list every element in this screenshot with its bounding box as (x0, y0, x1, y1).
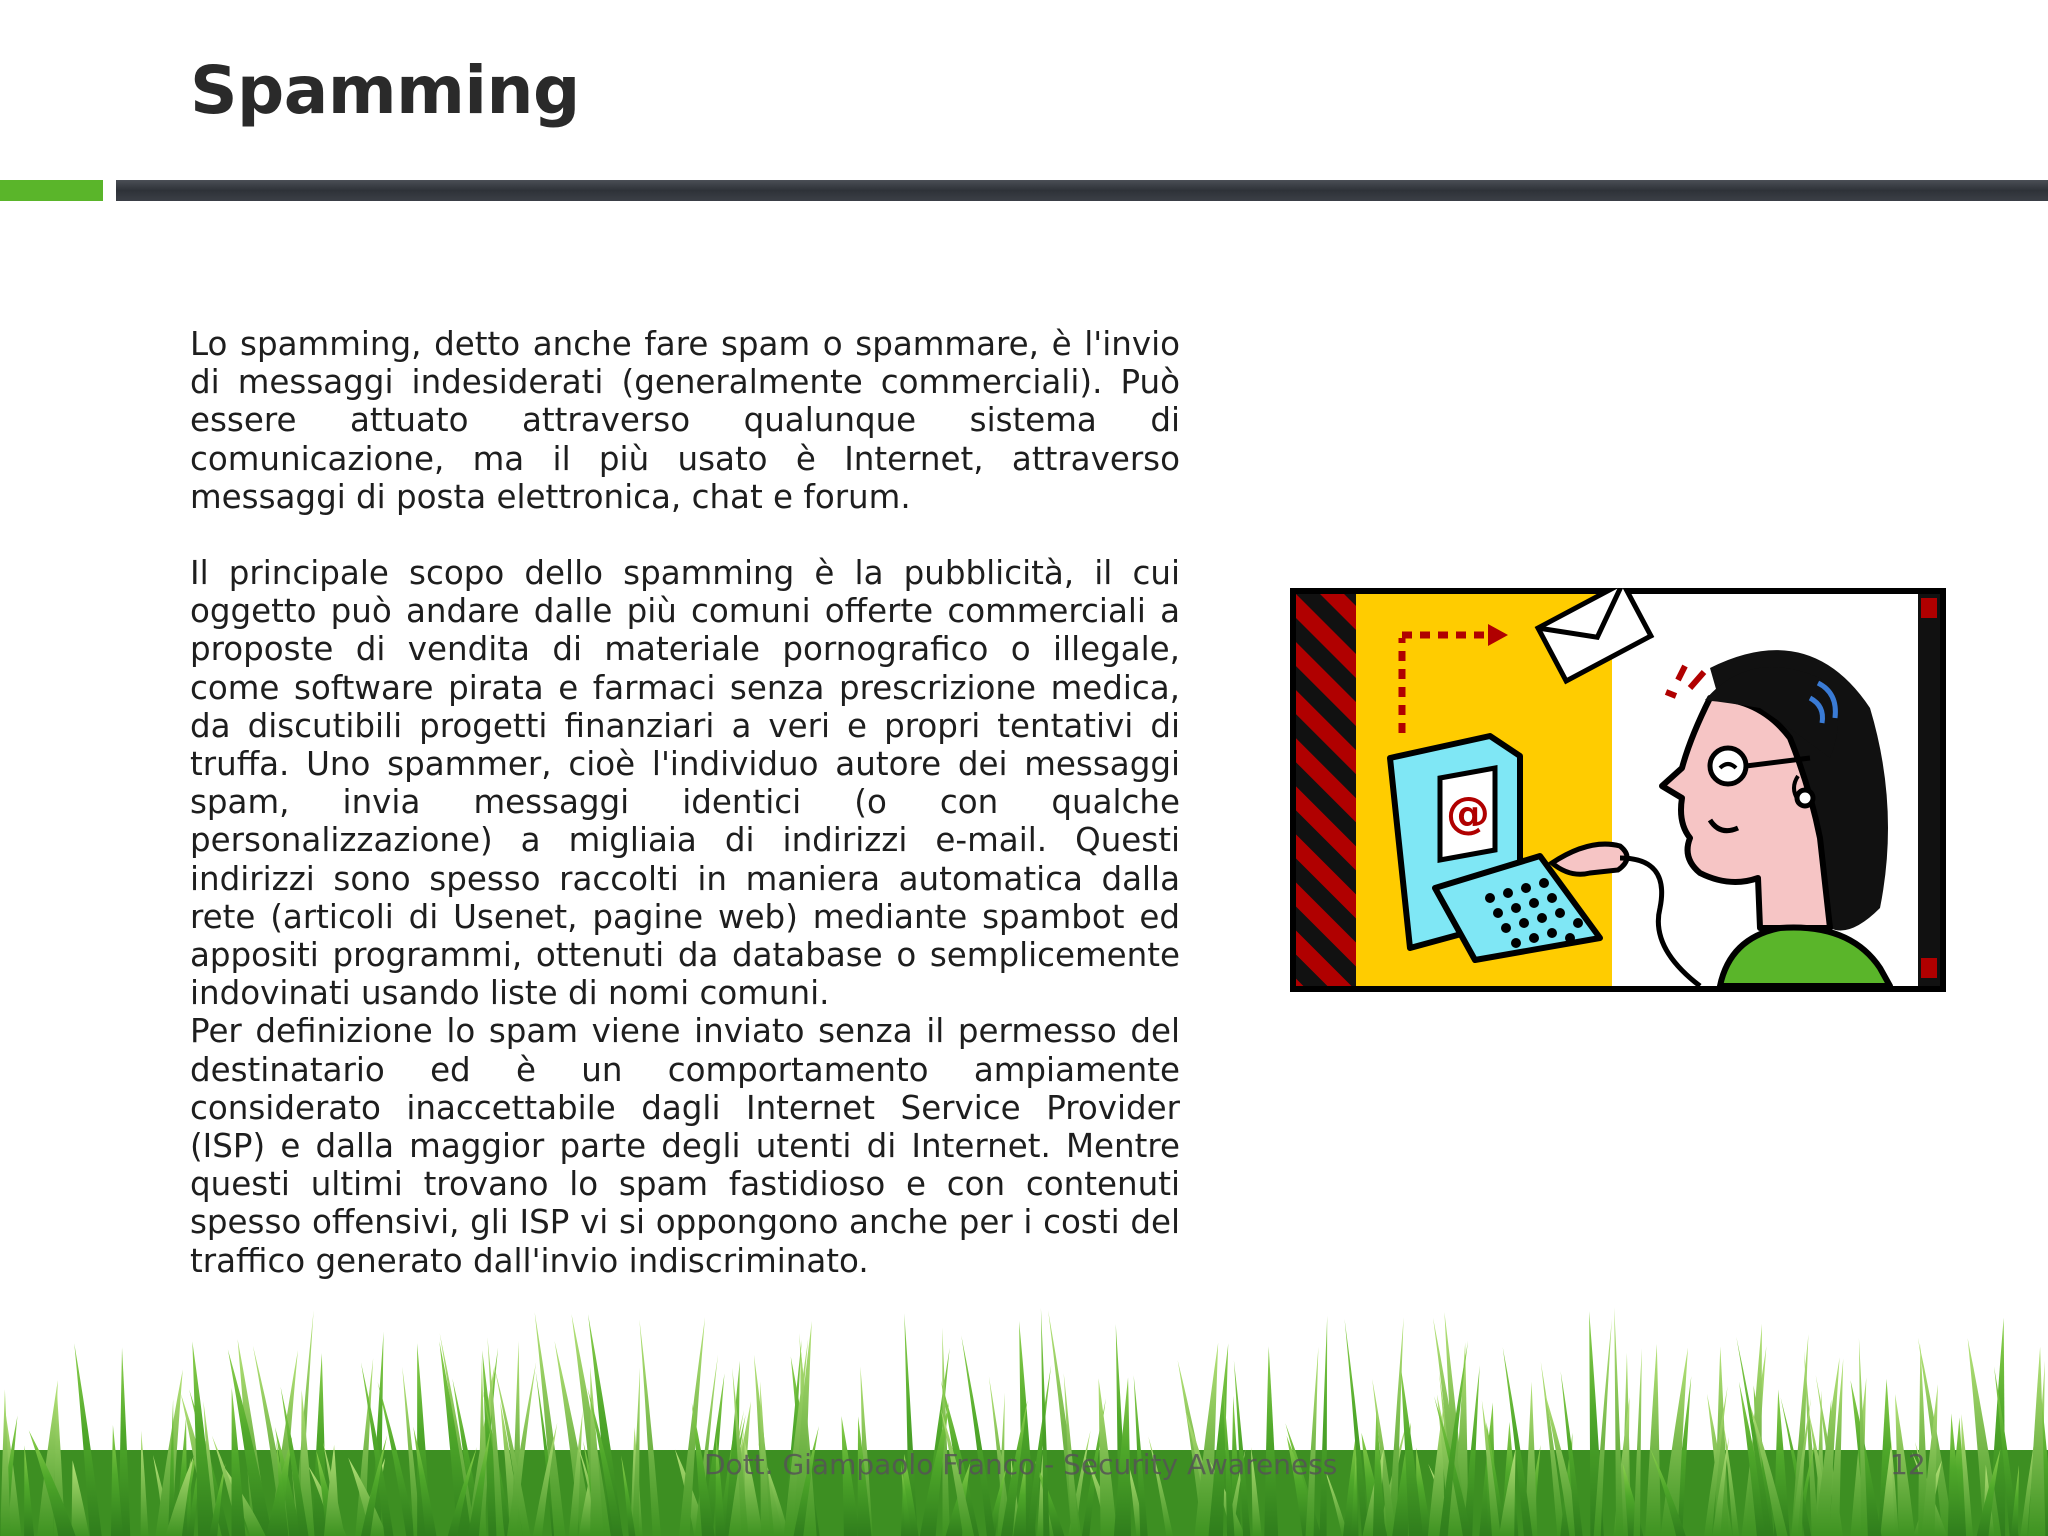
title-accent-bar (0, 180, 103, 201)
paragraph-purpose: Il principale scopo dello spamming è la pubblicità, il cui oggetto può andare dalle più comuni offerte commerciali a proposte di vendita di materiale pornografico o illegale, come software pirata e farmaci senza prescrizione medica, da discutibili progetti finanziari a veri e propri tentativi di truffa. Uno spammer, cioè l'individuo autore dei messaggi spam, invia messaggi identici (o con qualche personalizzazione) a migliaia di indirizzi e-mail. Questi indirizzi sono spesso raccolti in maniera automatica dalla rete (articoli di Usenet, pagine web) mediante spambot ed appositi programmi, ottenuti da database o semplicemente indovinati usando liste di nomi comuni. (190, 554, 1180, 1013)
page-number: 12 (1890, 1448, 1926, 1481)
grass-blade (2028, 1347, 2045, 1536)
paragraph-definition: Lo spamming, detto anche fare spam o spammare, è l'invio di messaggi indesiderati (generalmente commerciali). Può essere attuato attraverso qualunque sistema di comunicazione, ma il più usato è Internet, attraverso messaggi di posta elettronica, chat e forum. (190, 325, 1180, 516)
slide-body (190, 325, 1180, 1280)
grass-blade (1320, 1316, 1328, 1536)
grass-decoration (0, 1300, 2048, 1536)
person-receiving-email-clipart (1290, 588, 1946, 992)
slide-title: Spamming (190, 52, 580, 129)
paragraph-permission: Per definizione lo spam viene inviato senza il permesso del destinatario ed è un comportamento ampiamente considerato inaccettabile dagli Internet Service Provider (ISP) e dalla maggior parte degli utenti di Internet. Mentre questi ultimi trovano lo spam fastidioso e con contenuti spesso offensivi, gli ISP vi si oppongono anche per i costi del traffico generato dall'invio indiscriminato. (190, 1012, 1180, 1280)
title-divider-bar (116, 180, 2048, 201)
footer-text: Dott. Giampaolo Franco - Security Awareness (704, 1448, 1338, 1481)
grass-blade (1264, 1346, 1278, 1536)
grass-blade (1645, 1344, 1661, 1536)
at-symbol: @ (1446, 788, 1490, 839)
